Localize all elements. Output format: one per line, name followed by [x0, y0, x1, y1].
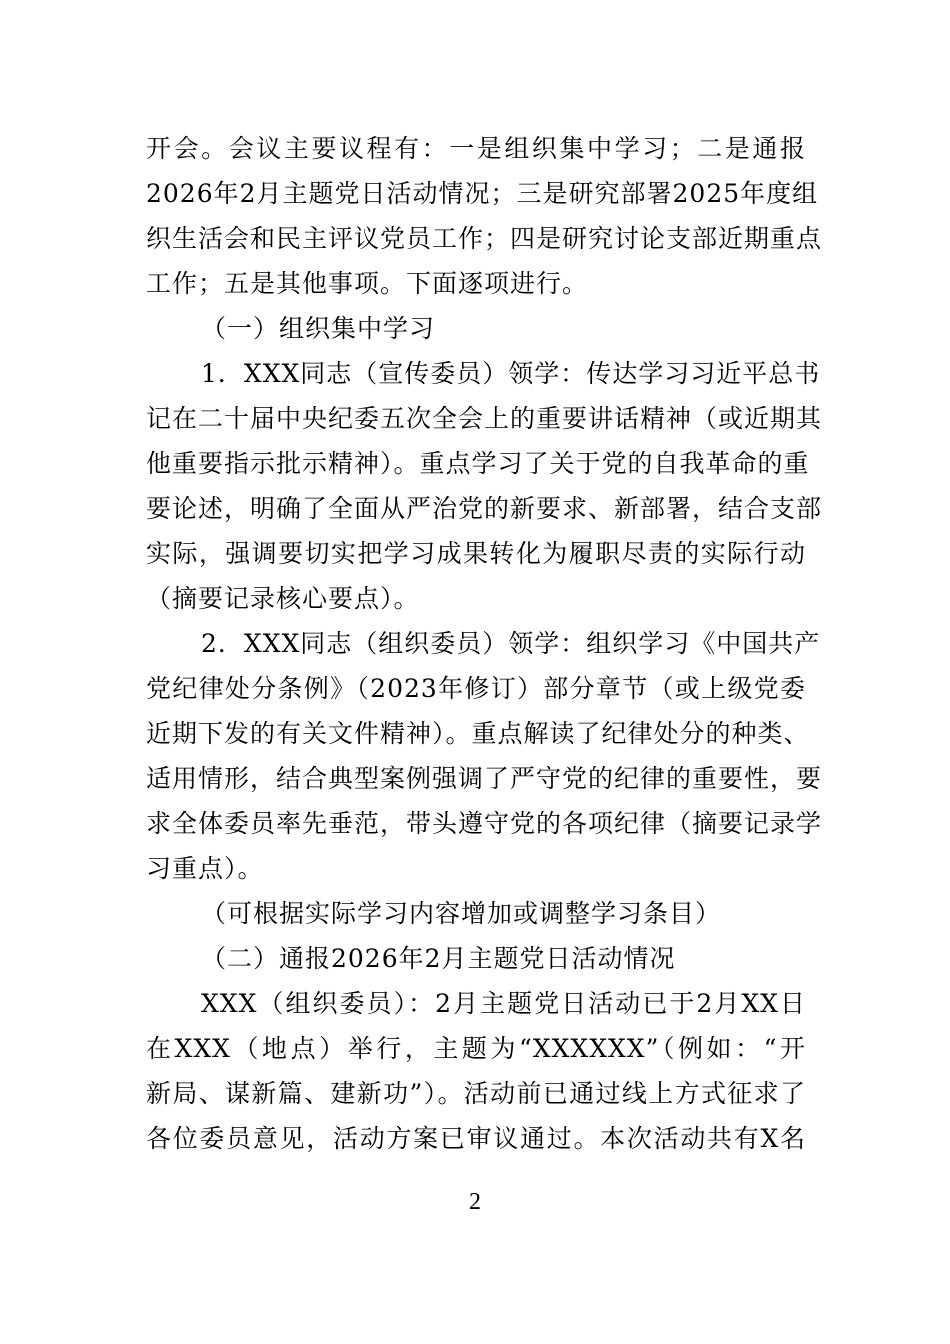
- page-number: 2: [469, 1189, 481, 1215]
- paragraph-line: 适用情形，结合典型案例强调了严守党的纪律的重要性，要: [146, 764, 823, 793]
- note-line: （可根据实际学习内容增加或调整学习条目）: [201, 899, 722, 928]
- paragraph-line: 党纪律处分条例》（2023年修订）部分章节（或上级党委: [146, 674, 806, 703]
- paragraph-line: 开会。会议主要议程有：一是组织集中学习；二是通报: [146, 134, 806, 163]
- paragraph-line: 要论述，明确了全面从严治党的新要求、新部署，结合支部: [146, 494, 823, 523]
- paragraph-line: 记在二十届中央纪委五次全会上的重要讲话精神（或近期其: [146, 404, 823, 433]
- paragraph-line: 新局、谋新篇、建新功”）。活动前已通过线上方式征求了: [146, 1079, 806, 1108]
- paragraph-line: 在XXX（地点）举行，主题为“XXXXXX”（例如：“开: [146, 1034, 806, 1063]
- paragraph-line: 近期下发的有关文件精神）。重点解读了纪律处分的种类、: [146, 719, 810, 748]
- paragraph-line: XXX（组织委员）：2月主题党日活动已于2月XX日: [201, 989, 806, 1018]
- paragraph-line: 2．XXX同志（组织委员）领学：组织学习《中国共产: [201, 629, 821, 658]
- section-heading: （一）组织集中学习: [201, 314, 436, 343]
- paragraph-line: 1．XXX同志（宣传委员）领学：传达学习习近平总书: [201, 359, 821, 388]
- paragraph-line: （摘要记录核心要点）。: [146, 584, 420, 613]
- paragraph-line: 织生活会和民主评议党员工作；四是研究讨论支部近期重点: [146, 224, 823, 253]
- paragraph-line: 各位委员意见，活动方案已审议通过。本次活动共有X名: [146, 1124, 806, 1153]
- paragraph-line: 2026年2月主题党日活动情况；三是研究部署2025年度组: [146, 179, 819, 208]
- paragraph-line: 习重点）。: [146, 854, 264, 883]
- paragraph-line: 工作；五是其他事项。下面逐项进行。: [146, 269, 589, 298]
- paragraph-line: 实际，强调要切实把学习成果转化为履职尽责的实际行动: [146, 539, 806, 568]
- paragraph-line: 求全体委员率先垂范，带头遵守党的各项纪律（摘要记录学: [146, 809, 823, 838]
- document-body: [146, 126, 823, 1161]
- section-heading: （二）通报2026年2月主题党日活动情况: [201, 944, 676, 973]
- paragraph-line: 他重要指示批示精神）。重点学习了关于党的自我革命的重: [146, 449, 810, 478]
